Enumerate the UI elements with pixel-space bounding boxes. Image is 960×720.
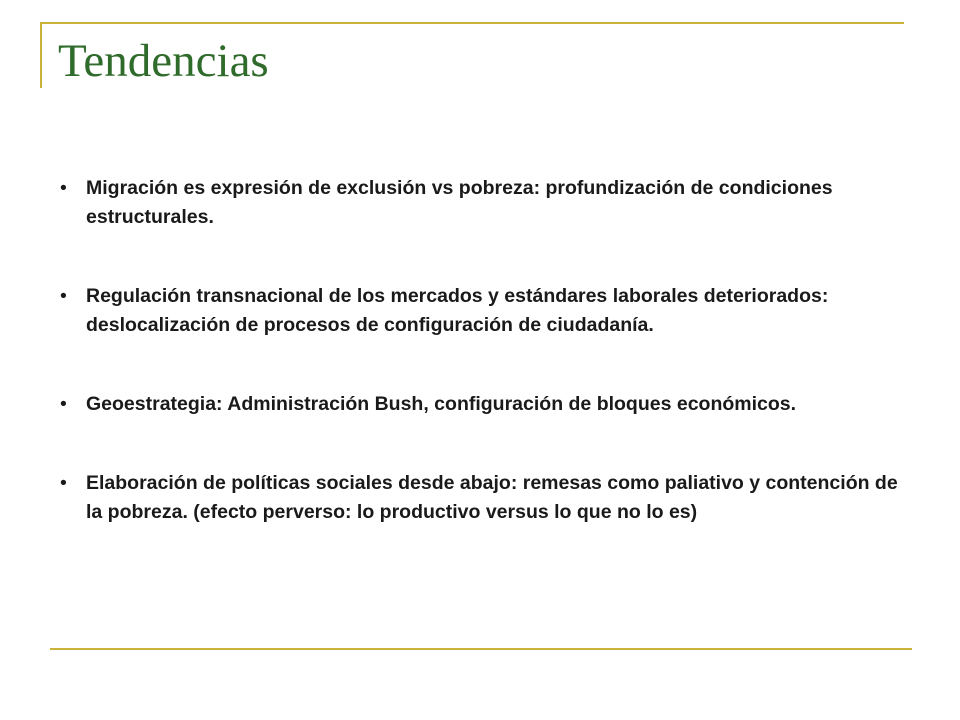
bullet-text: Migración es expresión de exclusión vs pobreza: profundización de condiciones estructurales. [86, 177, 833, 228]
bullet-item [58, 282, 908, 340]
bullet-item [58, 390, 908, 419]
bullet-marker: • [60, 285, 67, 307]
left-decorative-rule [40, 22, 42, 88]
top-decorative-rule [40, 22, 904, 24]
slide-title: Tendencias [58, 35, 269, 87]
bullet-list [58, 174, 908, 577]
bullet-text: Regulación transnacional de los mercados y estándares laborales deteriorados: deslocalización de procesos de configuración de ciudadanía. [86, 285, 829, 336]
bullet-text: Elaboración de políticas sociales desde abajo: remesas como paliativo y contención de la pobreza. (efecto perverso: lo productivo versus lo que no lo es) [86, 472, 898, 523]
bullet-marker: • [60, 472, 67, 494]
bullet-item [58, 174, 908, 232]
bottom-decorative-rule [50, 648, 912, 650]
bullet-text: Geoestrategia: Administración Bush, configuración de bloques económicos. [86, 393, 797, 415]
bullet-item [58, 469, 908, 527]
bullet-marker: • [60, 177, 67, 199]
bullet-marker: • [60, 393, 67, 415]
